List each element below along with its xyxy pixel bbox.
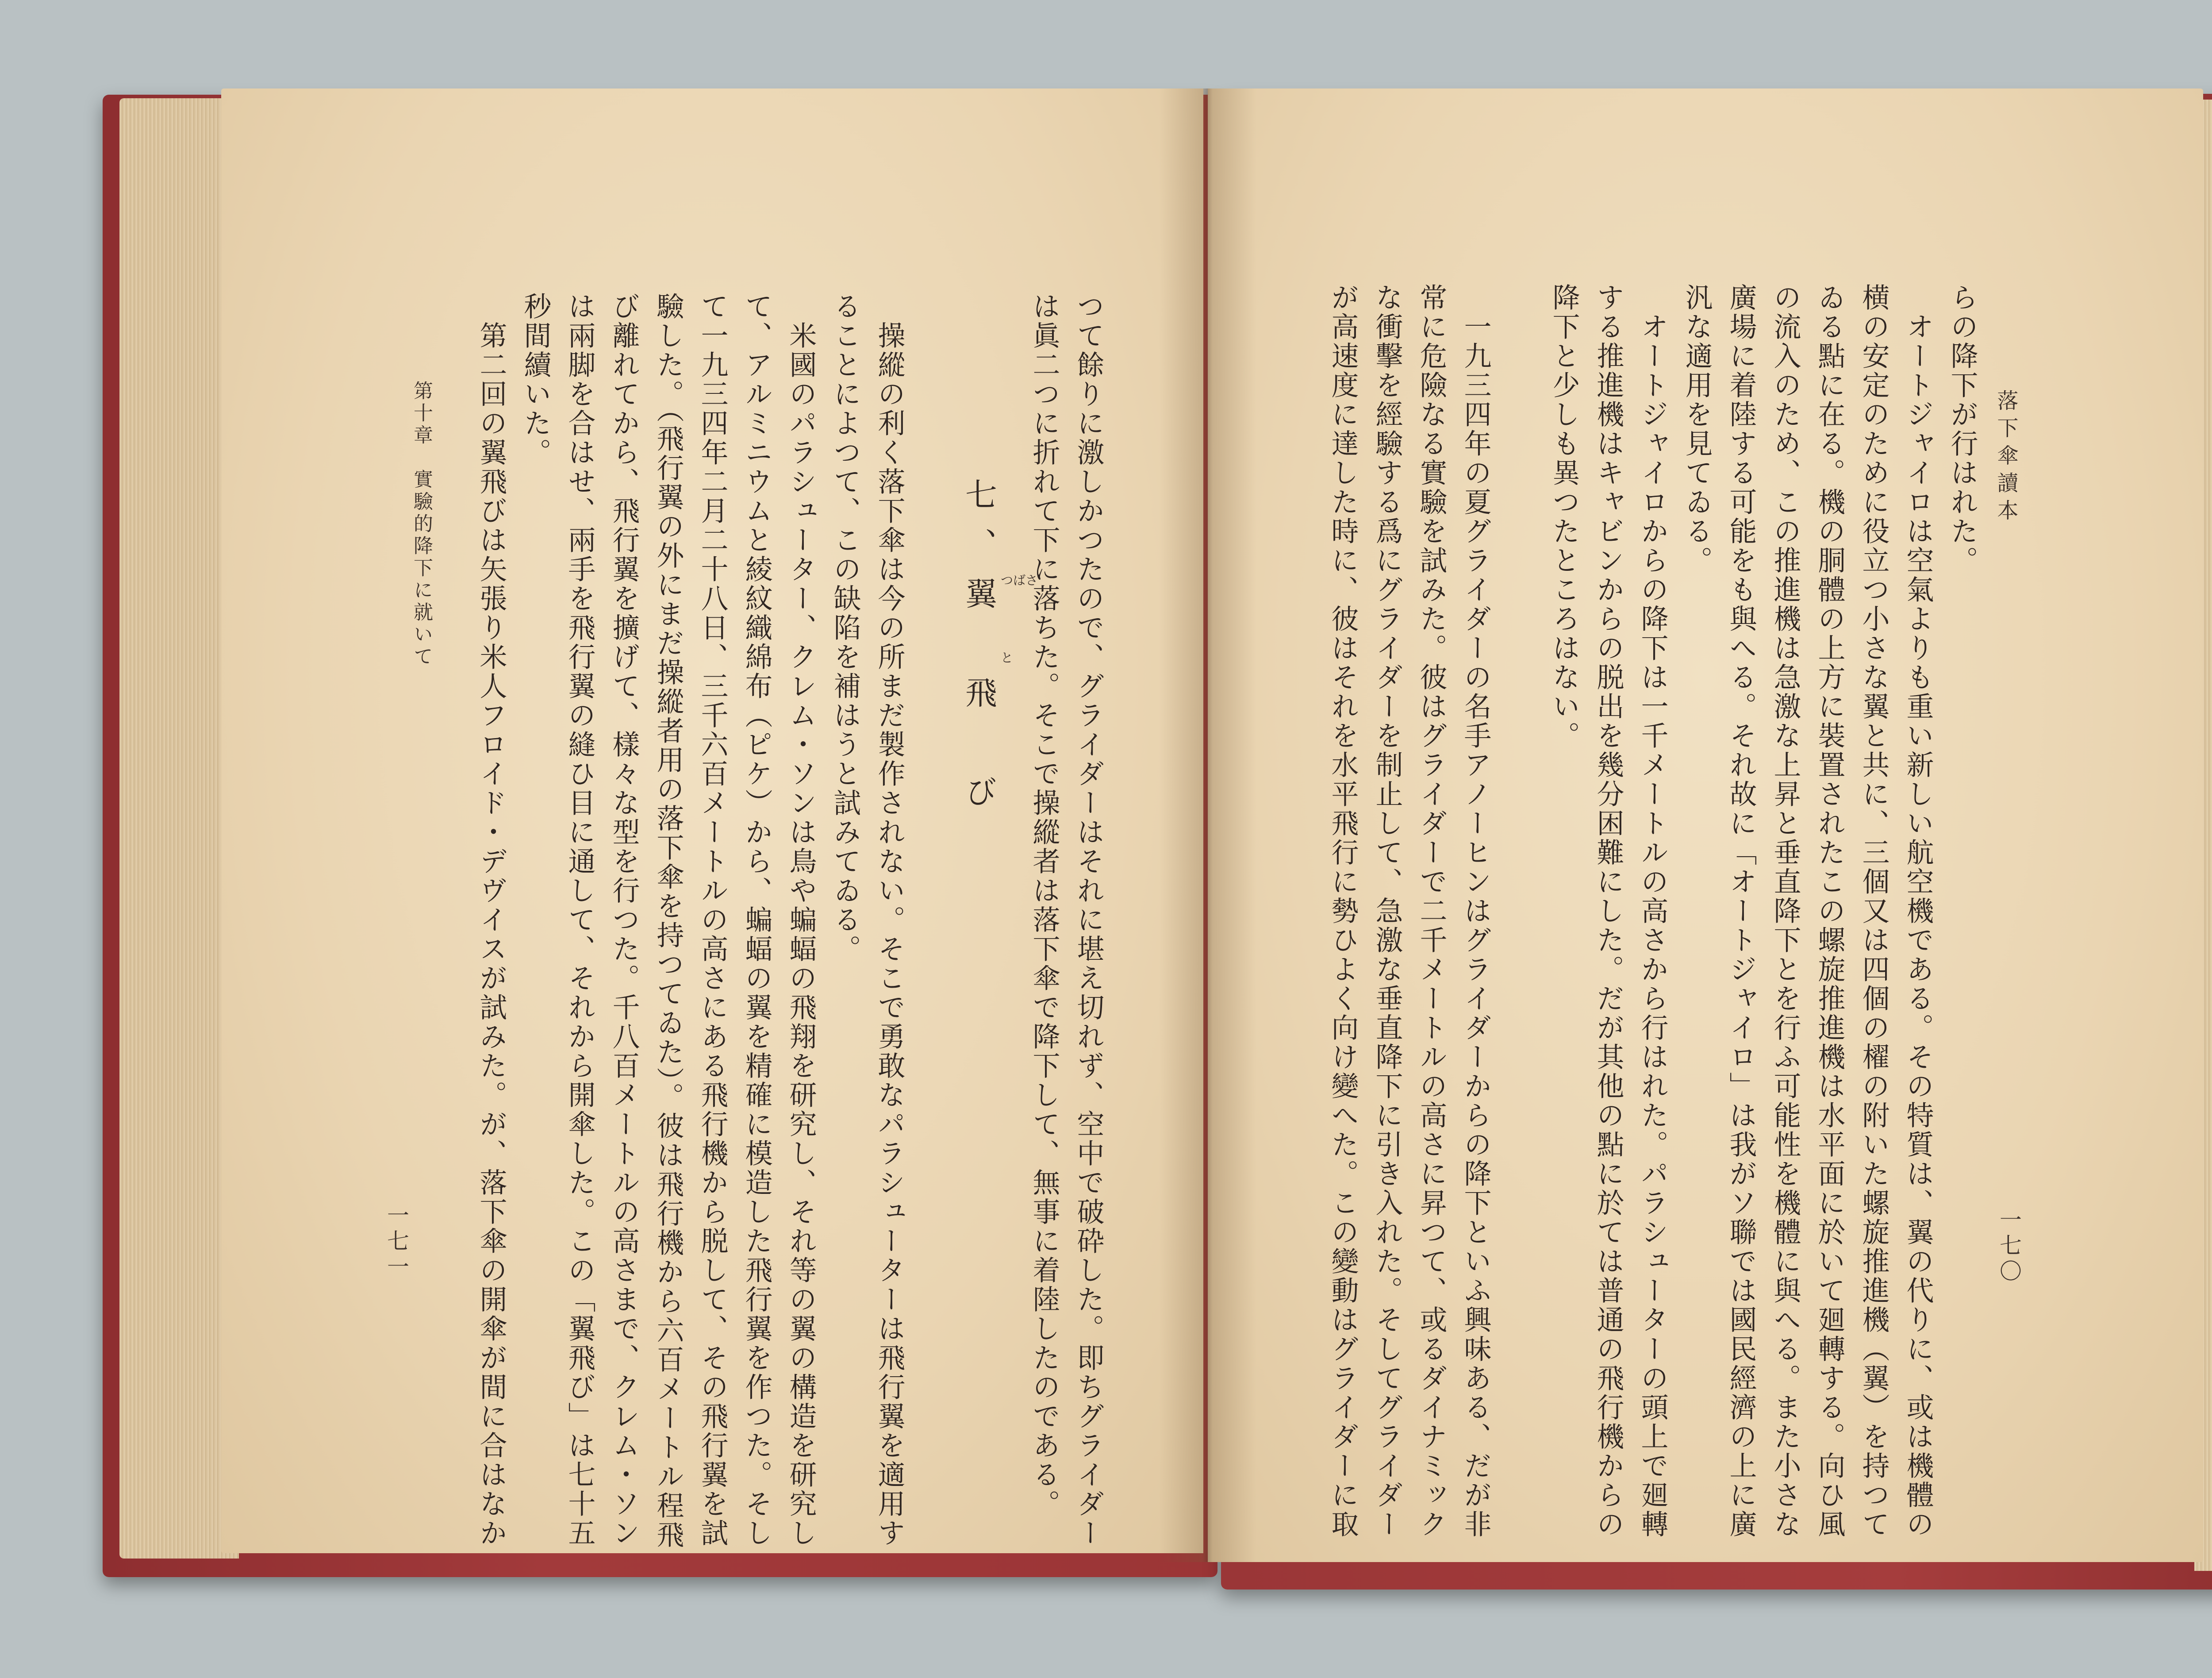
text-line: オートジャイロからの降下は一千メートルの高さから行はれた。パラシューターの頭上で廻轉	[1636, 283, 1669, 1539]
text-line: 一九三四年の夏グライダーの名手アノーヒンはグライダーからの降下といふ興味ある、だが非	[1459, 283, 1492, 1539]
text-line: て、アルミニウムと綾紋織綿布（ピケ）から、蝙蝠の翼を精確に模造した飛行翼を作つた。そし	[741, 292, 773, 1548]
text-line: オートジャイロは空氣よりも重い新しい航空機である。その特質は、翼の代りに、或は機體の	[1902, 283, 1934, 1539]
text-line: つて餘りに激しかつたので、グライダーはそれに堪え切れず、空中で破砕した。即ちグライダー	[1072, 292, 1105, 1548]
text-line: 操縱の利く落下傘は今の所まだ製作されない。そこで勇敢なパラシューターは飛行翼を適用す	[873, 292, 906, 1548]
text-line: 第二回の翼飛びは矢張り米人フロイド・デヴイスが試みた。が、落下傘の開傘が間に合はなか	[475, 292, 507, 1548]
text-line: 廣場に着陸する可能をも與へる。それ故に「オートジャイロ」は我がソ聯では國民經濟の上に廣	[1725, 283, 1757, 1539]
text-line: の流入のため、この推進機は急激な上昇と垂直降下とを行ふ可能性を機體に與へる。また小さな	[1769, 283, 1801, 1539]
text-line: は眞二つに折れて下に落ちた。そこで操縱者は落下傘で降下して、無事に着陸したのである。	[1028, 292, 1060, 1519]
section-ruby: と	[1001, 650, 1014, 665]
text-line: 秒間續いた。	[519, 292, 552, 467]
page-number-left: 一七一	[384, 1204, 409, 1281]
text-line: は兩脚を合はせ、兩手を飛行翼の縫ひ目に通して、それから開傘した。この「翼飛び」は七十五	[564, 292, 596, 1548]
text-line: が高速度に達した時に、彼はそれを水平飛行に勢ひよく向け變へた。この變動はグライダーに取	[1327, 283, 1359, 1539]
text-line: 米國のパラシューター、クレム・ソンは鳥や蝙蝠の飛翔を研究し、それ等の翼の構造を研究し	[785, 292, 817, 1548]
running-header: 落下傘讀本	[1993, 389, 2018, 527]
text-line: ゐる點に在る。機の胴體の上方に裝置されたこの螺旋推進機は水平面に於いて廻轉する。向ひ風	[1813, 283, 1846, 1539]
text-line: する推進機はキャビンからの脱出を幾分困難にした。だが其他の點に於ては普通の飛行機からの	[1592, 283, 1624, 1539]
text-line: らの降下が行はれた。	[1946, 283, 1978, 575]
text-line: 汎な適用を見てゐる。	[1681, 283, 1713, 575]
text-line: 驗した。（飛行翼の外にまだ操縱者用の落下傘を持つてゐた）。彼は飛行機から六百メートル程飛	[652, 292, 684, 1550]
text-line: ることによつて、この缺陷を補はうと試みてゐる。	[829, 292, 861, 964]
chapter-footer: 第十章 實驗的降下に就いて	[410, 381, 433, 668]
section-ruby: つばさ	[1001, 573, 1038, 588]
text-line: 横の安定のために役立つ小さな翼と共に、三個又は四個の櫂の附いた螺旋推進機（翼）を持つて	[1858, 283, 1890, 1539]
text-line: 降下と少しも異つたところはない。	[1548, 283, 1580, 750]
text-line: び離れてから、飛行翼を擴げて、樣々な型を行つた。千八百メートルの高さまで、クレム・ソン	[608, 292, 640, 1548]
text-line: 常に危險なる實驗を試みた。彼はグライダーで二千メートルの高さに昇つて、或るダイナミック	[1415, 283, 1448, 1539]
book-gutter	[1159, 89, 1256, 1562]
page-number-right: 一七〇	[1996, 1208, 2022, 1285]
section-title: 七、翼 飛 び	[960, 478, 997, 825]
text-line: な衝擊を經驗する爲にグライダーを制止して、急激な垂直降下に引き入れた。そしてグライダー	[1371, 283, 1403, 1539]
text-line: て一九三四年二月二十八日、三千六百メートルの高さにある飛行機から脱して、その飛行翼を試	[696, 292, 729, 1548]
